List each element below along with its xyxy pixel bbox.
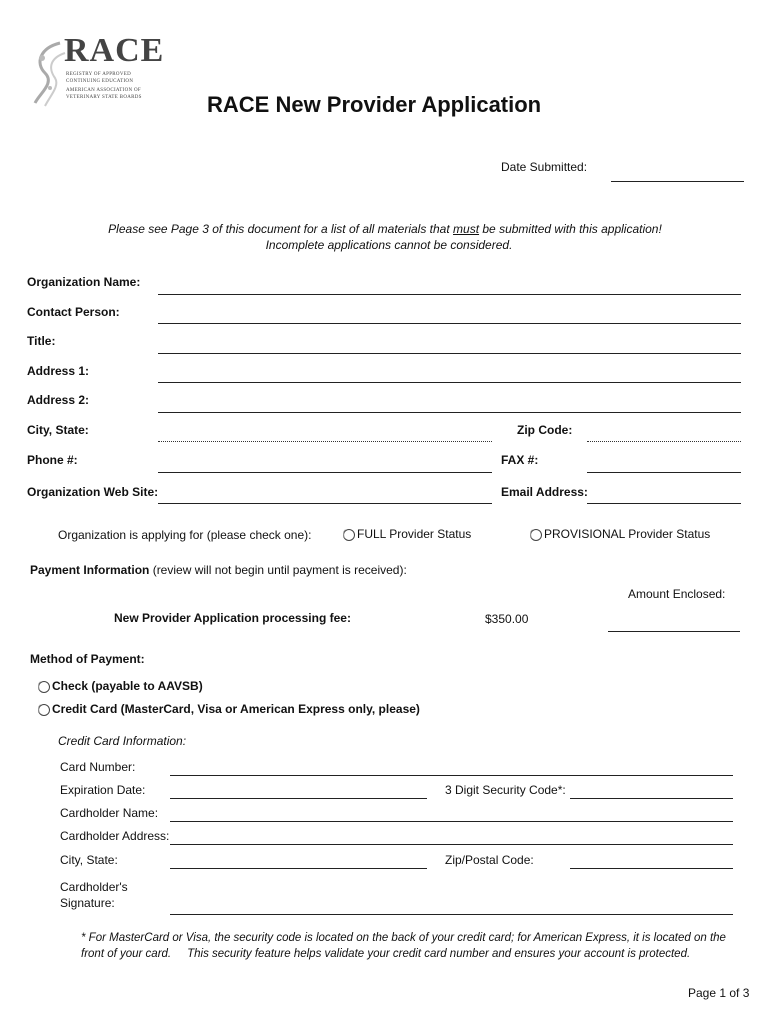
expiration-field[interactable] (170, 798, 427, 799)
payment-heading-bold: Payment Information (30, 563, 150, 577)
holder-address-field[interactable] (170, 844, 733, 845)
card-city-state-field[interactable] (170, 868, 427, 869)
credit-card-label: Credit Card (MasterCard, Visa or American Express only, please) (52, 702, 420, 716)
card-number-field[interactable] (170, 775, 733, 776)
check-radio[interactable] (38, 681, 50, 693)
contact-person-field[interactable] (158, 323, 741, 324)
holder-name-label: Cardholder Name: (60, 806, 159, 820)
address1-field[interactable] (158, 382, 741, 383)
holder-name-field[interactable] (170, 821, 733, 822)
notice-line-2: Incomplete applications cannot be considered. (265, 238, 513, 252)
full-status-radio[interactable] (343, 529, 355, 541)
address2-field[interactable] (158, 412, 741, 413)
notice-line-1 (0, 222, 770, 236)
logo-line-4: VETERINARY STATE BOARDS (66, 95, 142, 100)
logo-line-3: AMERICAN ASSOCIATION OF (66, 88, 141, 93)
page-number: Page 1 of 3 (688, 986, 750, 1000)
footnote-line-2: front of your card. This security feature helps validate your credit card number and ensures your account is protected. (81, 948, 691, 960)
date-submitted-label: Date Submitted: (501, 160, 588, 174)
footnote-line-1: * For MasterCard or Visa, the security code is located on the back of your credit card; for American Express, it is located on the (81, 932, 726, 944)
provisional-status-label: PROVISIONAL Provider Status (544, 527, 711, 541)
card-info-heading: Credit Card Information: (58, 734, 187, 748)
organization-name-label: Organization Name: (27, 275, 141, 289)
web-site-label: Organization Web Site: (27, 485, 159, 499)
security-code-label: 3 Digit Security Code*: (445, 783, 566, 797)
notice-text-post: be submitted with this application! (479, 222, 662, 236)
phone-field[interactable] (158, 472, 492, 473)
holder-address-label: Cardholder Address: (60, 829, 170, 843)
fee-amount: $350.00 (485, 612, 529, 626)
credit-card-radio[interactable] (38, 704, 50, 716)
fax-field[interactable] (587, 472, 741, 473)
logo-line-1: REGISTRY OF APPROVED (66, 72, 131, 77)
signature-field[interactable] (170, 914, 733, 915)
logo-text: RACE (64, 32, 165, 69)
logo-line-2: CONTINUING EDUCATION (66, 79, 134, 84)
email-field[interactable] (587, 503, 741, 504)
email-label: Email Address: (501, 485, 588, 499)
fax-label: FAX #: (501, 453, 539, 467)
amount-enclosed-label: Amount Enclosed: (628, 587, 726, 601)
expiration-label: Expiration Date: (60, 783, 146, 797)
method-heading: Method of Payment: (30, 652, 145, 666)
organization-name-field[interactable] (158, 294, 741, 295)
check-label: Check (payable to AAVSB) (52, 679, 203, 693)
address1-label: Address 1: (27, 364, 90, 378)
zip-code-label: Zip Code: (517, 423, 573, 437)
title-field[interactable] (158, 353, 741, 354)
city-state-label: City, State: (27, 423, 89, 437)
applying-prompt: Organization is applying for (please check one): (58, 528, 312, 542)
card-zip-label: Zip/Postal Code: (445, 853, 534, 867)
contact-person-label: Contact Person: (27, 305, 120, 319)
race-logo (30, 28, 165, 114)
card-city-state-label: City, State: (60, 853, 118, 867)
city-state-field[interactable] (158, 441, 492, 442)
zip-code-field[interactable] (587, 441, 741, 442)
signature-label-line-1: Cardholder's (60, 880, 128, 894)
web-site-field[interactable] (158, 503, 492, 504)
address2-label: Address 2: (27, 393, 90, 407)
payment-heading (30, 563, 407, 577)
signature-label-line-2: Signature: (60, 896, 115, 910)
provisional-status-radio[interactable] (530, 529, 542, 541)
date-submitted-field[interactable] (611, 181, 744, 182)
title-label: Title: (27, 334, 56, 348)
fee-label: New Provider Application processing fee: (114, 611, 351, 625)
phone-label: Phone #: (27, 453, 78, 467)
card-number-label: Card Number: (60, 760, 136, 774)
amount-enclosed-field[interactable] (608, 631, 740, 632)
card-zip-field[interactable] (570, 868, 733, 869)
notice-emphasis: must (453, 222, 480, 236)
page-title: RACE New Provider Application (207, 92, 542, 117)
full-status-label: FULL Provider Status (357, 527, 472, 541)
notice-text-pre: Please see Page 3 of this document for a list of all materials that (108, 222, 454, 236)
payment-heading-rest: (review will not begin until payment is received): (149, 563, 407, 577)
security-code-field[interactable] (570, 798, 733, 799)
